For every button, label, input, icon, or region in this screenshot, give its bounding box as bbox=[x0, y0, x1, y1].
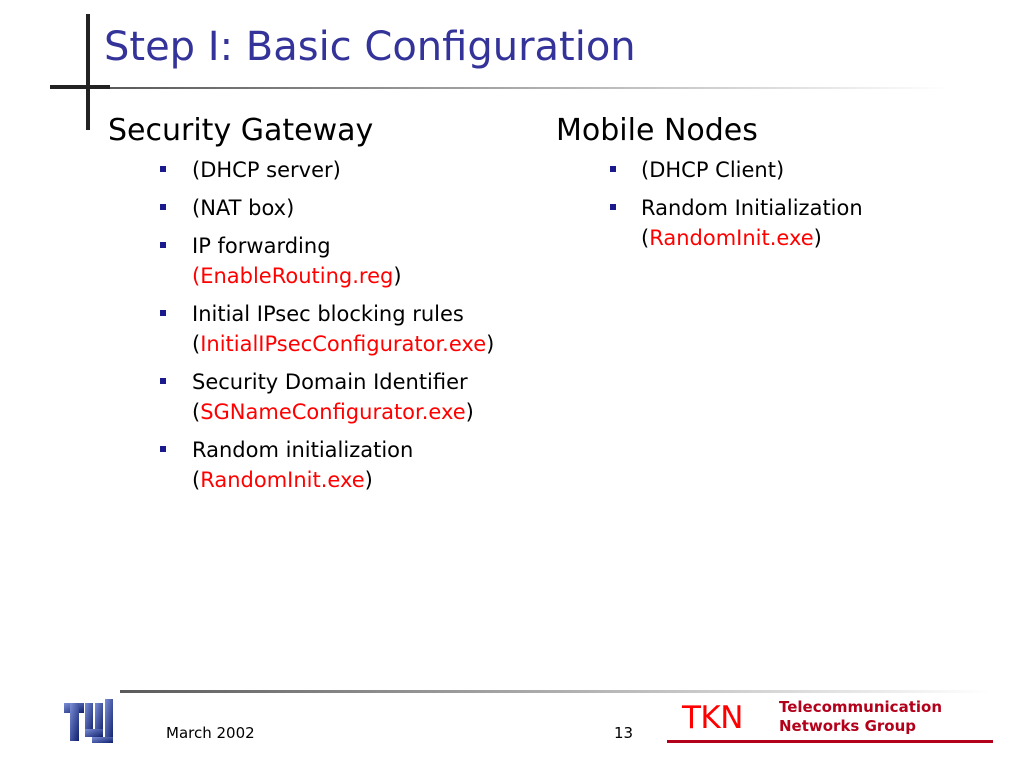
bullet-text: Security Domain Identifier bbox=[192, 370, 468, 394]
bullet-text: (DHCP Client) bbox=[641, 158, 785, 182]
bullet-text: IP forwarding bbox=[192, 234, 331, 258]
bullet-text-line bbox=[192, 261, 538, 291]
square-bullet-icon bbox=[610, 166, 616, 172]
left-bullet-item bbox=[108, 155, 538, 185]
bullet-text: (NAT box) bbox=[192, 196, 295, 220]
mobile-nodes-column bbox=[556, 113, 976, 261]
left-bullet-item bbox=[108, 193, 538, 223]
left-bullet-item bbox=[108, 435, 538, 495]
bullet-text-line bbox=[192, 299, 538, 329]
slide-title: Step I: Basic Configuration bbox=[104, 24, 636, 70]
bullet-text-line bbox=[192, 193, 538, 223]
mobile-nodes-heading: Mobile Nodes bbox=[556, 113, 758, 148]
mobile-nodes-list bbox=[556, 155, 976, 253]
square-bullet-icon bbox=[160, 446, 166, 452]
square-bullet-icon bbox=[160, 204, 166, 210]
bullet-text-line bbox=[192, 231, 538, 261]
tkn-group-line-1: Telecommunication bbox=[779, 698, 942, 716]
bullet-text: ) bbox=[813, 226, 822, 250]
square-bullet-icon bbox=[160, 310, 166, 316]
title-cross-rule bbox=[50, 85, 110, 89]
right-bullet-item bbox=[556, 155, 976, 185]
tu-berlin-logo-icon bbox=[62, 697, 124, 747]
bullet-text: ) bbox=[465, 400, 474, 424]
left-bullet-item bbox=[108, 367, 538, 427]
bullet-text: ) bbox=[364, 468, 373, 492]
bullet-text-line bbox=[641, 155, 976, 185]
footer-rule bbox=[120, 690, 990, 693]
bullet-text-line bbox=[192, 155, 538, 185]
footer-date: March 2002 bbox=[166, 724, 255, 742]
left-bullet-item bbox=[108, 299, 538, 359]
bullet-text-line bbox=[641, 193, 976, 223]
slide-number: 13 bbox=[614, 724, 634, 742]
square-bullet-icon bbox=[160, 242, 166, 248]
bullet-text: ) bbox=[393, 264, 402, 288]
bullet-text: ( bbox=[641, 226, 650, 250]
tkn-group-name bbox=[779, 698, 942, 736]
bullet-text: ( bbox=[192, 468, 201, 492]
bullet-text-line bbox=[192, 367, 538, 397]
bullet-text: (DHCP server) bbox=[192, 158, 341, 182]
file-name-text: InitialIPsecConfigurator.exe bbox=[200, 332, 487, 356]
square-bullet-icon bbox=[160, 378, 166, 384]
security-gateway-column bbox=[108, 113, 538, 503]
bullet-text-line bbox=[192, 397, 538, 427]
file-name-text: SGNameConfigurator.exe bbox=[200, 400, 466, 424]
square-bullet-icon bbox=[160, 166, 166, 172]
bullet-text-line bbox=[192, 329, 538, 359]
bullet-text-line bbox=[192, 465, 538, 495]
security-gateway-heading: Security Gateway bbox=[108, 113, 374, 148]
title-underline bbox=[110, 87, 950, 89]
security-gateway-list bbox=[108, 155, 538, 495]
tkn-group-line-2: Networks Group bbox=[779, 717, 917, 735]
file-name-text: RandomInit.exe bbox=[200, 468, 365, 492]
title-vertical-rule bbox=[86, 14, 90, 130]
bullet-text-line bbox=[641, 223, 976, 253]
tkn-logo-text: TKN bbox=[682, 700, 743, 736]
right-bullet-item bbox=[556, 193, 976, 253]
bullet-text: Random initialization bbox=[192, 438, 414, 462]
bullet-text: ) bbox=[486, 332, 495, 356]
file-name-text: RandomInit.exe bbox=[649, 226, 814, 250]
left-bullet-item bbox=[108, 231, 538, 291]
square-bullet-icon bbox=[610, 204, 616, 210]
bullet-text: Random Initialization bbox=[641, 196, 863, 220]
bullet-text: Initial IPsec blocking rules bbox=[192, 302, 464, 326]
bullet-text-line bbox=[192, 435, 538, 465]
bullet-text: ( bbox=[192, 400, 201, 424]
bullet-text: ( bbox=[192, 332, 201, 356]
file-name-text: (EnableRouting.reg bbox=[192, 264, 394, 288]
tkn-underline bbox=[667, 740, 993, 743]
